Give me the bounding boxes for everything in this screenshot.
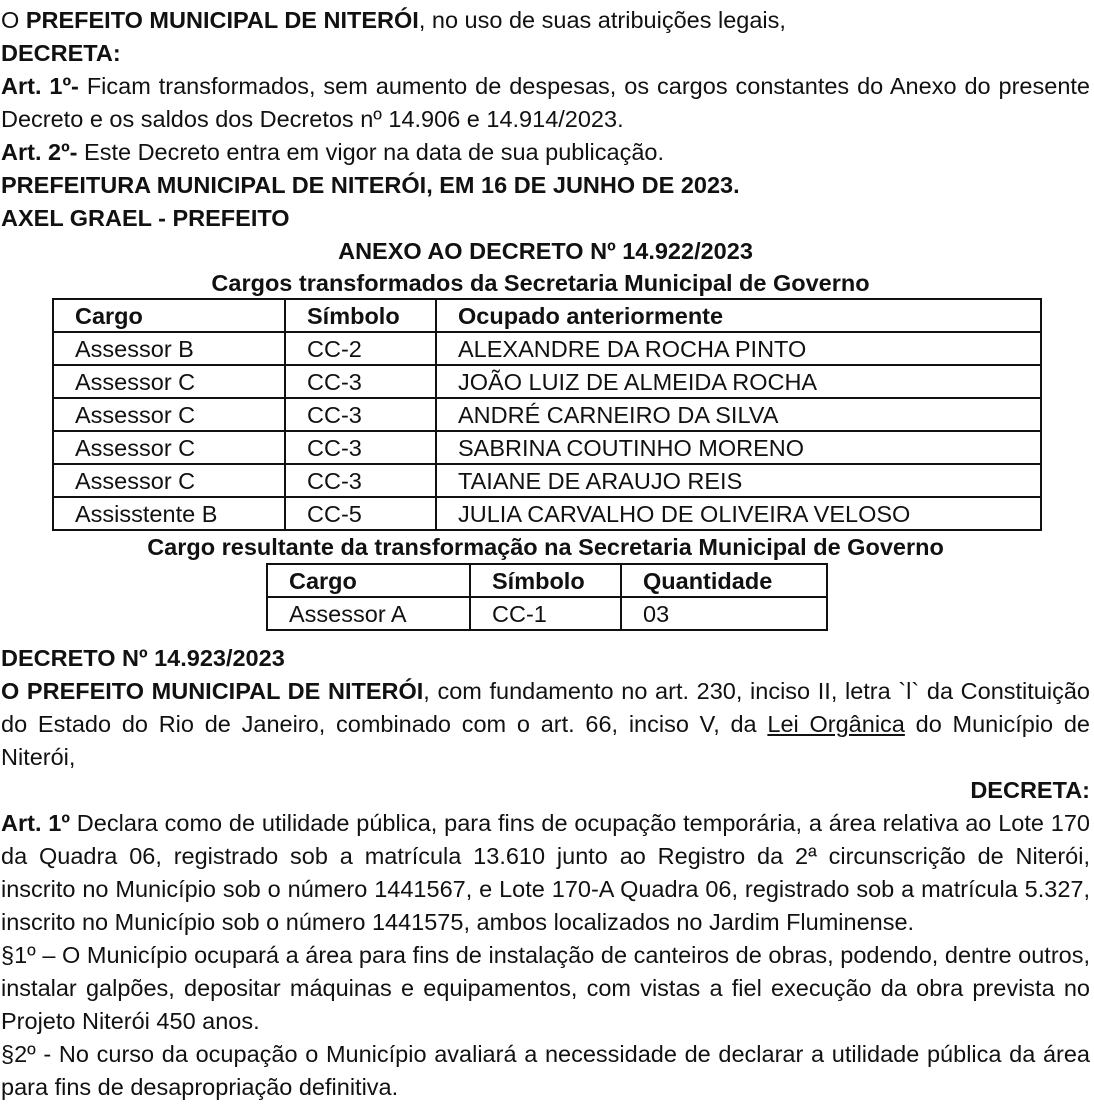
table-cell: ALEXANDRE DA ROCHA PINTO: [436, 332, 1041, 365]
decreta-label: DECRETA:: [1, 40, 121, 66]
table-cell: CC-3: [285, 365, 436, 398]
article-2-text: Este Decreto entra em vigor na data de sua publicação.: [77, 139, 665, 165]
table-header-cell: Ocupado anteriormente: [436, 299, 1041, 332]
table-cell: Assessor C: [53, 398, 285, 431]
table-cell: Assessor C: [53, 431, 285, 464]
table-row: [53, 398, 1041, 431]
table2-caption-text: Cargo resultante da transformação na Secretaria Municipal de Governo: [147, 534, 944, 560]
decree2-article-1-label: Art. 1º: [1, 810, 70, 836]
lei-organica-link[interactable]: Lei Orgânica: [767, 711, 905, 737]
table-cell: TAIANE DE ARAUJO REIS: [436, 464, 1041, 497]
decree2-paragraph-2: §2º - No curso da ocupação o Município avaliará a necessidade de declarar a utilidade pública da área para fins de desapropriação definitiva.: [1, 1041, 1090, 1100]
article-1: [1, 70, 1090, 136]
table-cell: CC-2: [285, 332, 436, 365]
decree2-preamble: [1, 675, 1090, 774]
place-date-text: PREFEITURA MUNICIPAL DE NITERÓI, EM 16 DE JUNHO DE 2023.: [1, 172, 740, 198]
table1-caption-text: Cargos transformados da Secretaria Municipal de Governo: [211, 270, 870, 296]
table-row: [53, 332, 1041, 365]
table-cell: CC-5: [285, 497, 436, 530]
table-cell: JOÃO LUIZ DE ALMEIDA ROCHA: [436, 365, 1041, 398]
table-cell: Assessor B: [53, 332, 285, 365]
table-row: [53, 431, 1041, 464]
intro-line: [1, 4, 1090, 37]
signature: [1, 202, 1090, 235]
article-1-text: Ficam transformados, sem aumento de despesas, os cargos constantes do Anexo do presente Decreto e os saldos dos Decretos nº 14.906 e 14.914/2023.: [1, 73, 1090, 132]
table-cell: ANDRÉ CARNEIRO DA SILVA: [436, 398, 1041, 431]
table-row: [53, 464, 1041, 497]
table-header-cell: Cargo: [267, 564, 470, 597]
decree2-title: [1, 642, 1090, 675]
decree2-preamble-text: , com fundamento no art. 230, inciso II, letra `l` da Constituição do Estado do Rio de Janeiro, combinado com o art. 66, inciso V, da: [1, 678, 1090, 737]
table-cell: 03: [621, 597, 827, 630]
decree2-paragraph-1: §1º – O Município ocupará a área para fins de instalação de canteiros de obras, podendo, dentre outros, instalar galpões, depositar máquinas e equipamentos, com vistas a fiel execução da obra prevista no Projeto Niterói 450 anos.: [1, 942, 1090, 1034]
table-header-cell: Símbolo: [470, 564, 621, 597]
decree2-article-1-text: Declara como de utilidade pública, para fins de ocupação temporária, a área relativa ao Lote 170 da Quadra 06, registrado sob a matrícula 13.610 junto ao Registro da 2ª circunscrição de Niterói, inscrito no Município sob o número 1441567, e Lote 170-A Quadra 06, registrado sob a matrícula 5.327, inscrito no Município sob o número 1441575, ambos localizados no Jardim Fluminense.: [1, 810, 1090, 935]
table-cell: CC-3: [285, 431, 436, 464]
decree2-preamble-mayor: O PREFEITO MUNICIPAL DE NITERÓI: [1, 678, 424, 704]
transformed-positions-table: [52, 298, 1042, 531]
table-header-cell: Símbolo: [285, 299, 436, 332]
table-cell: Assessor C: [53, 464, 285, 497]
decree2-decreta-label: DECRETA:: [970, 777, 1090, 803]
article-2: [1, 136, 1090, 169]
table-header-cell: Cargo: [53, 299, 285, 332]
intro-prefix: O: [1, 7, 26, 33]
table2-caption: [1, 531, 1090, 563]
annex-title-text: ANEXO AO DECRETO Nº 14.922/2023: [338, 238, 753, 264]
table-cell: CC-1: [470, 597, 621, 630]
signature-text: AXEL GRAEL - PREFEITO: [1, 205, 290, 231]
article-2-label: Art. 2º-: [1, 139, 78, 165]
table-cell: CC-3: [285, 464, 436, 497]
table-header-row: [53, 299, 1041, 332]
decree2-decreta: [1, 774, 1090, 807]
intro-rest: , no uso de suas atribuições legais,: [418, 7, 786, 33]
intro-mayor: PREFEITO MUNICIPAL DE NITERÓI: [25, 7, 419, 33]
decreta-heading: [1, 37, 1090, 70]
table-header-row: [267, 564, 827, 597]
table-cell: CC-3: [285, 398, 436, 431]
resulting-position-table: [266, 563, 828, 631]
table-header-cell: Quantidade: [621, 564, 827, 597]
decree2-article-1: [1, 807, 1090, 939]
table-cell: Assessor A: [267, 597, 470, 630]
table1-caption: [0, 268, 1090, 298]
table-cell: SABRINA COUTINHO MORENO: [436, 431, 1041, 464]
article-1-label: Art. 1º-: [1, 73, 79, 99]
annex-title: [1, 235, 1090, 268]
decree2-title-text: DECRETO Nº 14.923/2023: [1, 645, 285, 671]
table-row: [53, 365, 1041, 398]
table-cell: Assisstente B: [53, 497, 285, 530]
table-cell: JULIA CARVALHO DE OLIVEIRA VELOSO: [436, 497, 1041, 530]
decree2-preamble-end: do Município de Niterói,: [1, 711, 1091, 770]
table-cell: Assessor C: [53, 365, 285, 398]
table-row: [267, 597, 827, 630]
place-date: [1, 169, 1090, 202]
table-row: [53, 497, 1041, 530]
